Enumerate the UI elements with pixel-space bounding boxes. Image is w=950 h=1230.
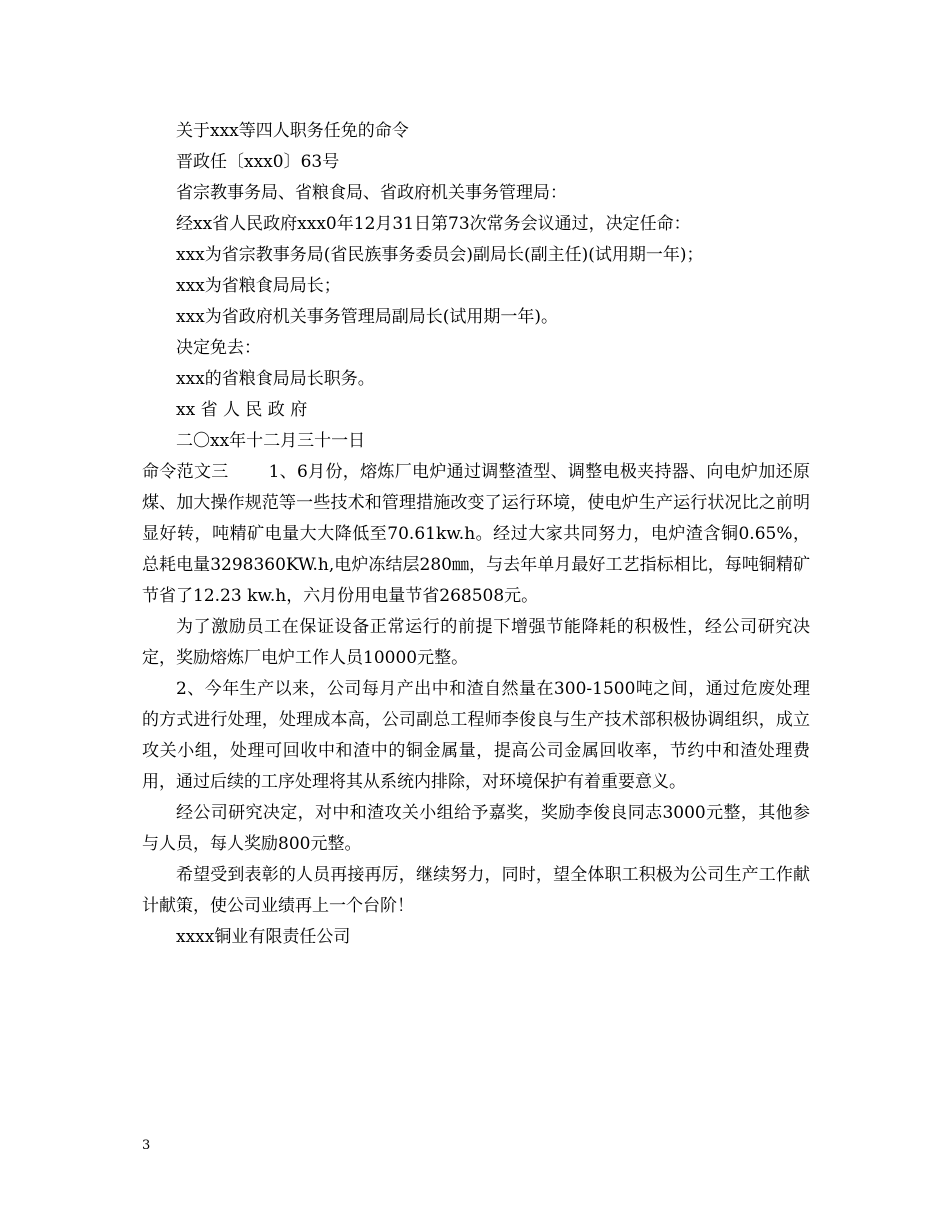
recipients: 省宗教事务局、省粮食局、省政府机关事务管理局： (176, 183, 567, 203)
issuer: xx 省 人 民 政 府 (176, 400, 308, 420)
appointment-item: xxx为省粮食局局长； (176, 276, 341, 296)
order-title: 关于xxx等四人职务任免的命令 (176, 121, 409, 141)
order-number: 晋政任〔xxx0〕63号 (176, 152, 340, 172)
document-body (142, 116, 810, 953)
award-paragraph-1 (142, 457, 810, 612)
removal-item: xxx的省粮食局局长职务。 (176, 369, 375, 389)
appointment-intro: 经xx省人民政府xxx0年12月31日第73次常务会议通过，决定任命： (176, 214, 691, 234)
page-number: 3 (142, 1138, 151, 1153)
award-paragraph-5: 希望受到表彰的人员再接再厉，继续努力，同时，望全体职工积极为公司生产工作献计献策，使公司业绩再上一个台阶！ (142, 865, 810, 916)
appointment-item: xxx为省宗教事务局(省民族事务委员会)副局长(副主任)(试用期一年)； (176, 245, 704, 265)
appointment-item: xxx为省政府机关事务管理局副局长(试用期一年)。 (176, 307, 559, 327)
award-paragraph-2: 为了激励员工在保证设备正常运行的前提下增强节能降耗的积极性，经公司研究决定，奖励熔炼厂电炉工作人员10000元整。 (142, 617, 810, 668)
award-paragraph-4: 经公司研究决定，对中和渣攻关小组给予嘉奖，奖励李俊良同志3000元整，其他参与人员，每人奖励800元整。 (142, 803, 810, 854)
award-paragraph-1-text: 1、6月份，熔炼厂电炉通过调整渣型、调整电极夹持器、向电炉加还原煤、加大操作规范等一些技术和管理措施改变了运行环境，使电炉生产运行状况比之前明显好转，吨精矿电量大大降低至70.61kw.h。经过大家共同努力，电炉渣含铜0.65%，总耗电量3298360KW.h,电炉冻结层280㎜，与去年单月最好工艺指标相比，每吨铜精矿节省了12.23 kw.h，六月份用电量节省268508元。 (142, 462, 810, 606)
section-label: 命令范文三 (142, 462, 229, 482)
issue-date: 二〇xx年十二月三十一日 (176, 431, 366, 451)
award-paragraph-3: 2、今年生产以来，公司每月产出中和渣自然量在300-1500吨之间，通过危废处理的方式进行处理，处理成本高，公司副总工程师李俊良与生产技术部积极协调组织，成立攻关小组，处理可回收中和渣中的铜金属量，提高公司金属回收率，节约中和渣处理费用，通过后续的工序处理将其从系统内排除，对环境保护有着重要意义。 (142, 679, 810, 792)
company-signature: xxxx铜业有限责任公司 (176, 927, 351, 947)
removal-heading: 决定免去： (176, 338, 261, 358)
